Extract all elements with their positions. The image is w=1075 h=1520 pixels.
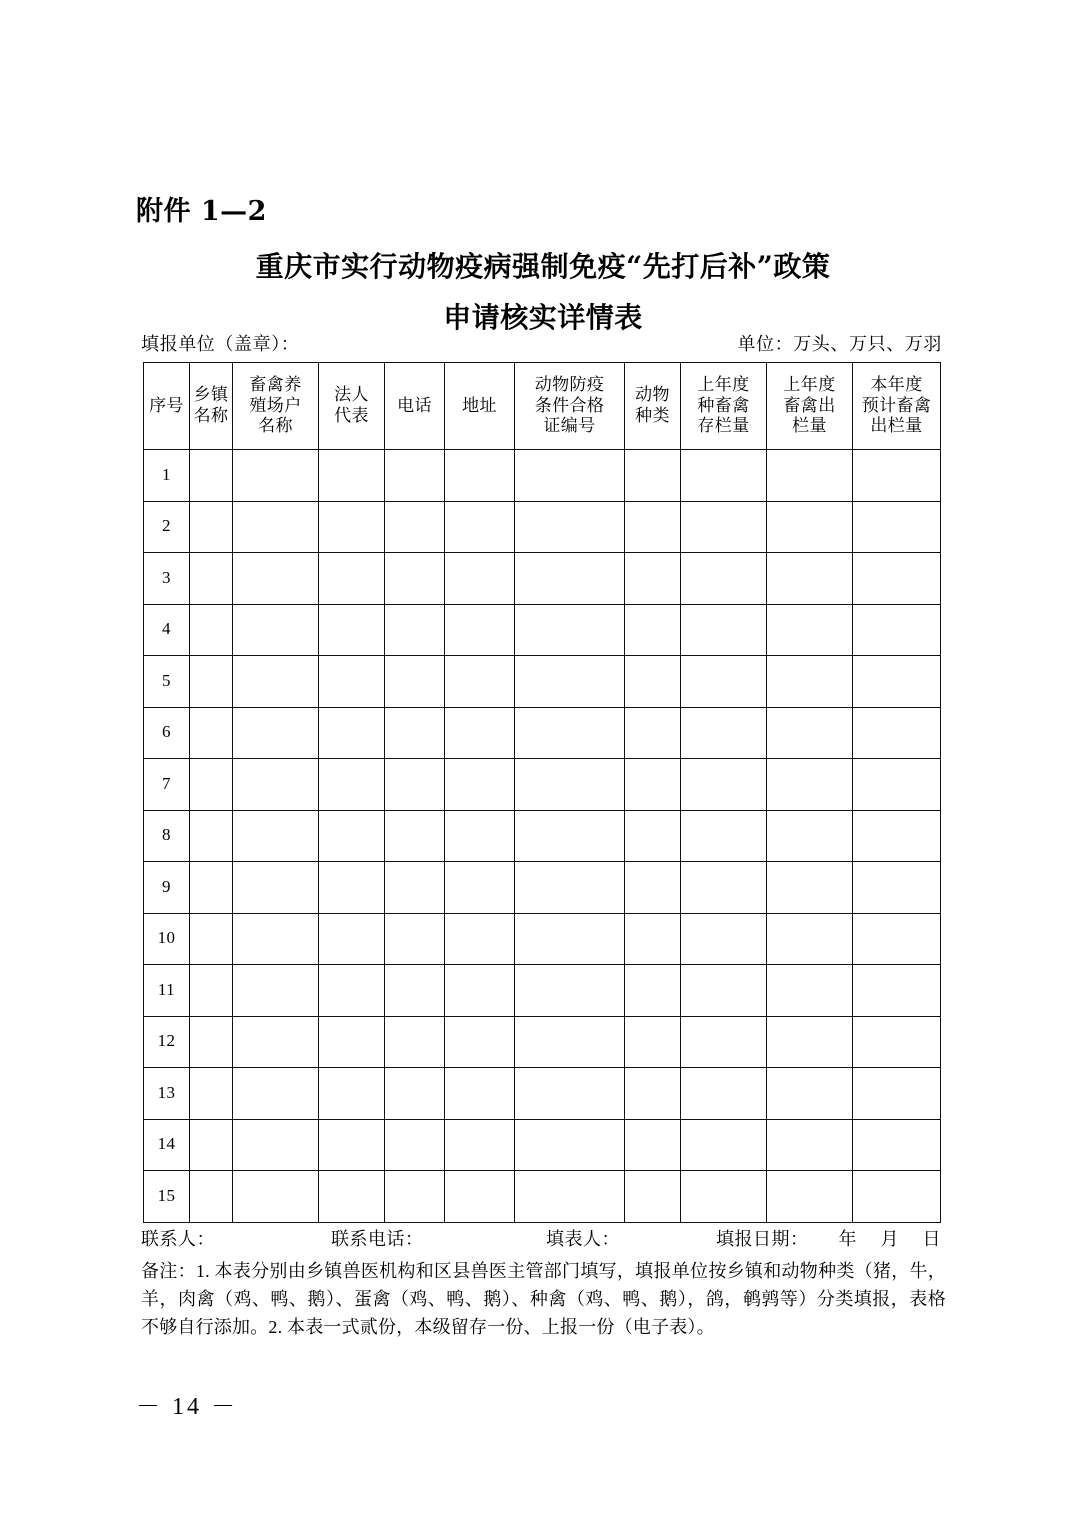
table-input-cell[interactable] xyxy=(319,810,385,862)
table-input-cell[interactable] xyxy=(625,1016,681,1068)
table-input-cell[interactable] xyxy=(853,862,941,914)
table-row xyxy=(144,810,941,862)
table-input-cell[interactable] xyxy=(515,913,625,965)
row-index-cell: 2 xyxy=(144,501,190,553)
col-header-line: 电话 xyxy=(397,395,432,415)
col-header-line: 动物防疫 xyxy=(534,374,605,394)
table-input-cell[interactable] xyxy=(385,1016,445,1068)
table-input-cell[interactable] xyxy=(233,707,319,759)
table-input-cell[interactable] xyxy=(767,810,853,862)
table-input-cell[interactable] xyxy=(190,1016,233,1068)
table-input-cell[interactable] xyxy=(767,1068,853,1120)
table-input-cell[interactable] xyxy=(625,553,681,605)
table-input-cell[interactable] xyxy=(190,604,233,656)
table-row xyxy=(144,1119,941,1171)
table-input-cell[interactable] xyxy=(853,965,941,1017)
table-input-cell[interactable] xyxy=(233,553,319,605)
table-input-cell[interactable] xyxy=(445,862,515,914)
col-header-line: 序号 xyxy=(149,395,184,415)
table-input-cell[interactable] xyxy=(853,450,941,502)
table-input-cell[interactable] xyxy=(767,913,853,965)
table-input-cell[interactable] xyxy=(233,1119,319,1171)
table-input-cell[interactable] xyxy=(515,553,625,605)
table-input-cell[interactable] xyxy=(515,810,625,862)
table-input-cell[interactable] xyxy=(767,759,853,811)
table-input-cell[interactable] xyxy=(681,810,767,862)
col-header-phone xyxy=(385,363,445,450)
table-input-cell[interactable] xyxy=(515,707,625,759)
table-input-cell[interactable] xyxy=(233,656,319,708)
table-input-cell[interactable] xyxy=(319,656,385,708)
table-input-cell[interactable] xyxy=(385,1171,445,1223)
table-input-cell[interactable] xyxy=(515,1119,625,1171)
application-details-table xyxy=(143,362,941,1223)
table-input-cell[interactable] xyxy=(853,759,941,811)
table-row xyxy=(144,656,941,708)
col-header-line: 乡镇 xyxy=(193,385,229,405)
table-input-cell[interactable] xyxy=(625,965,681,1017)
table-input-cell[interactable] xyxy=(445,810,515,862)
table-input-cell[interactable] xyxy=(681,1171,767,1223)
table-input-cell[interactable] xyxy=(319,759,385,811)
table-input-cell[interactable] xyxy=(190,913,233,965)
col-header-line: 地址 xyxy=(462,395,497,415)
table-input-cell[interactable] xyxy=(853,656,941,708)
table-input-cell[interactable] xyxy=(625,759,681,811)
table-input-cell[interactable] xyxy=(515,965,625,1017)
contact-phone-label: 联系电话： xyxy=(331,1229,424,1249)
table-row xyxy=(144,1016,941,1068)
table-input-cell[interactable] xyxy=(515,1016,625,1068)
table-input-cell[interactable] xyxy=(445,501,515,553)
table-input-cell[interactable] xyxy=(515,656,625,708)
table-input-cell[interactable] xyxy=(853,1119,941,1171)
table-input-cell[interactable] xyxy=(190,1119,233,1171)
table-input-cell[interactable] xyxy=(385,965,445,1017)
table-input-cell[interactable] xyxy=(190,1171,233,1223)
reporting-unit-label: 填报单位（盖章）： xyxy=(141,334,300,354)
table-row xyxy=(144,707,941,759)
table-row xyxy=(144,965,941,1017)
table-input-cell[interactable] xyxy=(445,1068,515,1120)
row-index-cell: 7 xyxy=(144,759,190,811)
page-number: － 14 － xyxy=(136,1394,238,1420)
date-month-label: 月 xyxy=(880,1229,923,1249)
col-header-line: 证编号 xyxy=(543,416,596,436)
col-header-line: 本年度 xyxy=(870,374,923,394)
table-input-cell[interactable] xyxy=(625,862,681,914)
table-input-cell[interactable] xyxy=(681,1119,767,1171)
document-title-line-1: 重庆市实行动物疫病强制免疫“先打后补”政策 xyxy=(255,250,831,283)
table-input-cell[interactable] xyxy=(190,810,233,862)
row-index-cell: 8 xyxy=(144,810,190,862)
col-header-prev-year-slaughter xyxy=(767,363,853,450)
table-row xyxy=(144,501,941,553)
table-input-cell[interactable] xyxy=(853,1016,941,1068)
table-input-cell[interactable] xyxy=(625,604,681,656)
table-input-cell[interactable] xyxy=(767,1171,853,1223)
report-date-label: 填报日期： xyxy=(716,1229,809,1249)
table-input-cell[interactable] xyxy=(625,810,681,862)
table-input-cell[interactable] xyxy=(853,1171,941,1223)
row-index-cell: 12 xyxy=(144,1016,190,1068)
date-year-label: 年 xyxy=(838,1229,881,1249)
table-input-cell[interactable] xyxy=(385,450,445,502)
table-input-cell[interactable] xyxy=(319,707,385,759)
table-input-cell[interactable] xyxy=(319,501,385,553)
table-input-cell[interactable] xyxy=(767,1119,853,1171)
date-day-label: 日 xyxy=(922,1229,941,1249)
row-index-cell: 5 xyxy=(144,656,190,708)
table-input-cell[interactable] xyxy=(319,1171,385,1223)
table-input-cell[interactable] xyxy=(319,1016,385,1068)
table-input-cell[interactable] xyxy=(625,501,681,553)
col-header-line: 种畜禽 xyxy=(697,395,750,415)
table-input-cell[interactable] xyxy=(445,656,515,708)
table-input-cell[interactable] xyxy=(445,965,515,1017)
table-input-cell[interactable] xyxy=(190,862,233,914)
col-header-line: 存栏量 xyxy=(697,416,750,436)
table-input-cell[interactable] xyxy=(233,759,319,811)
contact-person-label: 联系人： xyxy=(141,1229,215,1249)
table-input-cell[interactable] xyxy=(445,1171,515,1223)
table-input-cell[interactable] xyxy=(319,862,385,914)
table-input-cell[interactable] xyxy=(233,913,319,965)
table-input-cell[interactable] xyxy=(625,913,681,965)
row-index-cell: 13 xyxy=(144,1068,190,1120)
table-input-cell[interactable] xyxy=(385,810,445,862)
table-input-cell[interactable] xyxy=(681,862,767,914)
col-header-line: 动物 xyxy=(635,385,670,405)
col-header-legal-representative xyxy=(319,363,385,450)
table-input-cell[interactable] xyxy=(625,1171,681,1223)
table-input-cell[interactable] xyxy=(681,501,767,553)
table-input-cell[interactable] xyxy=(233,604,319,656)
table-input-cell[interactable] xyxy=(767,450,853,502)
col-header-line: 条件合格 xyxy=(534,395,605,415)
table-input-cell[interactable] xyxy=(625,1119,681,1171)
table-input-cell[interactable] xyxy=(233,965,319,1017)
table-input-cell[interactable] xyxy=(190,759,233,811)
table-input-cell[interactable] xyxy=(767,553,853,605)
table-input-cell[interactable] xyxy=(319,965,385,1017)
table-input-cell[interactable] xyxy=(233,450,319,502)
table-input-cell[interactable] xyxy=(625,450,681,502)
table-input-cell[interactable] xyxy=(515,759,625,811)
table-row xyxy=(144,913,941,965)
units-label: 单位：万头、万只、万羽 xyxy=(737,334,942,354)
table-input-cell[interactable] xyxy=(319,450,385,502)
table-input-cell[interactable] xyxy=(190,707,233,759)
table-input-cell[interactable] xyxy=(190,501,233,553)
table-input-cell[interactable] xyxy=(767,604,853,656)
table-input-cell[interactable] xyxy=(625,1068,681,1120)
table-input-cell[interactable] xyxy=(233,810,319,862)
table-input-cell[interactable] xyxy=(319,1068,385,1120)
table-row xyxy=(144,553,941,605)
table-row xyxy=(144,759,941,811)
table-body xyxy=(144,450,941,1223)
table-input-cell[interactable] xyxy=(319,553,385,605)
col-header-serial-number xyxy=(144,363,190,450)
table-row xyxy=(144,1171,941,1223)
document-title-line-2: 申请核实详情表 xyxy=(443,301,643,334)
table-input-cell[interactable] xyxy=(385,604,445,656)
table-input-cell[interactable] xyxy=(681,1016,767,1068)
col-header-animal-species xyxy=(625,363,681,450)
col-header-farm-name xyxy=(233,363,319,450)
col-header-line: 栏量 xyxy=(792,416,827,436)
table-input-cell[interactable] xyxy=(319,604,385,656)
table-input-cell[interactable] xyxy=(190,1068,233,1120)
table-input-cell[interactable] xyxy=(445,1016,515,1068)
table-row xyxy=(144,862,941,914)
table-input-cell[interactable] xyxy=(319,1119,385,1171)
table-input-cell[interactable] xyxy=(681,759,767,811)
row-index-cell: 11 xyxy=(144,965,190,1017)
table-input-cell[interactable] xyxy=(385,656,445,708)
table-input-cell[interactable] xyxy=(515,862,625,914)
footer-contacts-line xyxy=(141,1225,941,1251)
table-input-cell[interactable] xyxy=(853,1068,941,1120)
table-row xyxy=(144,1068,941,1120)
table-input-cell[interactable] xyxy=(445,604,515,656)
table-input-cell[interactable] xyxy=(190,553,233,605)
table-input-cell[interactable] xyxy=(767,1016,853,1068)
row-index-cell: 15 xyxy=(144,1171,190,1223)
table-input-cell[interactable] xyxy=(445,450,515,502)
table-input-cell[interactable] xyxy=(445,759,515,811)
table-input-cell[interactable] xyxy=(515,450,625,502)
table-input-cell[interactable] xyxy=(515,501,625,553)
row-index-cell: 9 xyxy=(144,862,190,914)
table-input-cell[interactable] xyxy=(767,501,853,553)
table-input-cell[interactable] xyxy=(233,862,319,914)
col-header-current-year-estimated-slaughter xyxy=(853,363,941,450)
table-input-cell[interactable] xyxy=(319,913,385,965)
table-input-cell[interactable] xyxy=(853,707,941,759)
table-input-cell[interactable] xyxy=(233,1016,319,1068)
table-input-cell[interactable] xyxy=(681,604,767,656)
table-input-cell[interactable] xyxy=(681,553,767,605)
table-input-cell[interactable] xyxy=(853,501,941,553)
table-input-cell[interactable] xyxy=(625,707,681,759)
table-input-cell[interactable] xyxy=(233,501,319,553)
table-input-cell[interactable] xyxy=(385,707,445,759)
table-input-cell[interactable] xyxy=(233,1068,319,1120)
row-index-cell: 3 xyxy=(144,553,190,605)
table-header-row xyxy=(144,363,941,450)
table-input-cell[interactable] xyxy=(853,553,941,605)
col-header-address xyxy=(445,363,515,450)
table-input-cell[interactable] xyxy=(190,965,233,1017)
col-header-line: 预计畜禽 xyxy=(861,395,932,415)
footer-remarks-note: 备注：1. 本表分别由乡镇兽医机构和区县兽医主管部门填写，填报单位按乡镇和动物种类（猪，牛，羊，肉禽（鸡、鸭、鹅）、蛋禽（鸡、鸭、鹅）、种禽（鸡、鸭、鹅），鸽，鹌鹑等）分类填报，表格不够自行添加。2. 本表一式贰份，本级留存一份、上报一份（电子表）。 xyxy=(141,1261,946,1337)
form-filler-label: 填表人： xyxy=(546,1229,620,1249)
table-input-cell[interactable] xyxy=(385,1119,445,1171)
table-input-cell[interactable] xyxy=(445,553,515,605)
col-header-prev-year-breeding-stock xyxy=(681,363,767,450)
col-header-line: 名称 xyxy=(193,406,229,425)
col-header-line: 种类 xyxy=(635,406,670,425)
table-input-cell[interactable] xyxy=(385,913,445,965)
table-input-cell[interactable] xyxy=(445,1119,515,1171)
table-row xyxy=(144,604,941,656)
table-input-cell[interactable] xyxy=(767,707,853,759)
table-input-cell[interactable] xyxy=(190,656,233,708)
row-index-cell: 1 xyxy=(144,450,190,502)
table-row xyxy=(144,450,941,502)
row-index-cell: 6 xyxy=(144,707,190,759)
table-input-cell[interactable] xyxy=(853,604,941,656)
table-input-cell[interactable] xyxy=(767,862,853,914)
table-input-cell[interactable] xyxy=(681,965,767,1017)
col-header-epidemic-certificate-number xyxy=(515,363,625,450)
table-input-cell[interactable] xyxy=(385,1068,445,1120)
table-input-cell[interactable] xyxy=(515,604,625,656)
col-header-line: 上年度 xyxy=(783,374,836,394)
table-input-cell[interactable] xyxy=(385,759,445,811)
col-header-line: 畜禽养 xyxy=(249,374,302,394)
table-input-cell[interactable] xyxy=(385,553,445,605)
row-index-cell: 10 xyxy=(144,913,190,965)
table-input-cell[interactable] xyxy=(681,913,767,965)
attachment-label: 附件 1—2 xyxy=(136,196,267,227)
table-input-cell[interactable] xyxy=(385,862,445,914)
table-input-cell[interactable] xyxy=(515,1068,625,1120)
col-header-line: 代表 xyxy=(334,406,369,425)
table-input-cell[interactable] xyxy=(853,810,941,862)
col-header-line: 殖场户 xyxy=(249,395,302,415)
table-input-cell[interactable] xyxy=(681,656,767,708)
col-header-line: 畜禽出 xyxy=(783,395,836,415)
col-header-line: 名称 xyxy=(258,416,293,436)
table-input-cell[interactable] xyxy=(681,707,767,759)
table-input-cell[interactable] xyxy=(625,656,681,708)
col-header-line: 出栏量 xyxy=(870,416,923,436)
row-index-cell: 4 xyxy=(144,604,190,656)
row-index-cell: 14 xyxy=(144,1119,190,1171)
table-input-cell[interactable] xyxy=(681,1068,767,1120)
table-input-cell[interactable] xyxy=(853,913,941,965)
col-header-line: 上年度 xyxy=(697,374,750,394)
table-input-cell[interactable] xyxy=(445,707,515,759)
table-input-cell[interactable] xyxy=(767,656,853,708)
col-header-line: 法人 xyxy=(334,385,369,405)
table-input-cell[interactable] xyxy=(515,1171,625,1223)
col-header-township-name xyxy=(190,363,233,450)
table-input-cell[interactable] xyxy=(767,965,853,1017)
table-input-cell[interactable] xyxy=(233,1171,319,1223)
table-input-cell[interactable] xyxy=(681,450,767,502)
table-input-cell[interactable] xyxy=(385,501,445,553)
table-input-cell[interactable] xyxy=(190,450,233,502)
table-input-cell[interactable] xyxy=(445,913,515,965)
